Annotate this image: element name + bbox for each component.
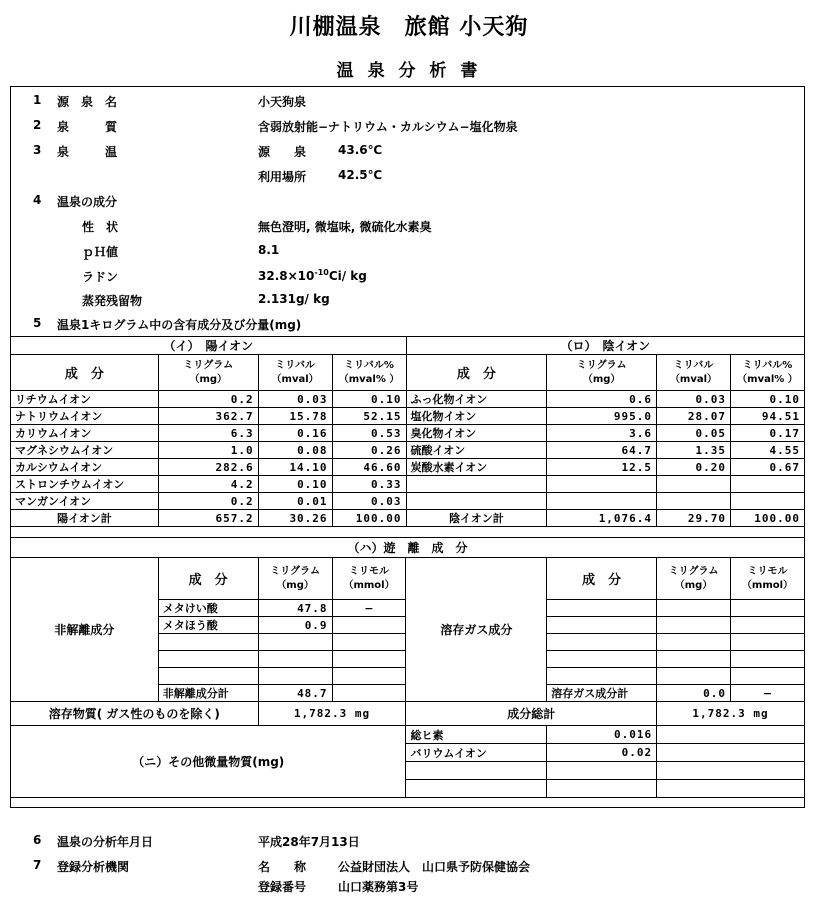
item-num: 4 <box>33 193 42 207</box>
gas-total-label: 溶存ガス成分計 <box>547 685 657 702</box>
cation-mg: 282.6 <box>158 459 258 476</box>
anion-pct <box>730 476 804 493</box>
ion-rows <box>11 391 805 510</box>
anion-mg: 12.5 <box>547 459 657 476</box>
table-row <box>11 476 805 493</box>
non-dissociated-label: 非解離成分 <box>11 558 159 702</box>
item-num: 1 <box>33 93 42 107</box>
temp-source-value: 43.6℃ <box>338 143 383 157</box>
cation-name: マグネシウムイオン <box>11 442 159 459</box>
nd-total-label: 非解離成分計 <box>158 685 258 702</box>
anion-mg <box>547 493 657 510</box>
total-row <box>11 510 805 527</box>
anion-pct <box>730 493 804 510</box>
anion-total-label: 陰イオン計 <box>406 510 547 527</box>
trace-value: 0.016 <box>547 726 657 744</box>
nd-total-mg: 48.7 <box>258 685 332 702</box>
cation-pct: 0.10 <box>332 391 406 408</box>
cation-mval: 15.78 <box>258 408 332 425</box>
table-row <box>11 442 805 459</box>
cation-total-pct: 100.00 <box>332 510 406 527</box>
gas-header-mg <box>657 558 731 600</box>
cation-name: ストロンチウムイオン <box>11 476 159 493</box>
anion-header-pct <box>730 355 804 391</box>
header-mg-label: ミリグラム <box>183 359 234 371</box>
anion-name: 炭酸水素イオン <box>406 459 547 476</box>
gas-header-component: 成 分 <box>547 558 657 600</box>
nd-mg: 0.9 <box>258 617 332 634</box>
trace-name: バリウムイオン <box>406 744 547 762</box>
anion-header-component: 成 分 <box>406 355 547 391</box>
dissolved-substance-label: 溶存物質( ガス性のものを除く) <box>11 702 259 726</box>
header-pct-label: ミリバル% <box>344 359 394 371</box>
nd-mmol: − <box>332 600 406 617</box>
anion-mval: 0.03 <box>657 391 731 408</box>
header-pct-label: ミリバル% <box>742 359 793 371</box>
table-row <box>11 493 805 510</box>
header-mg-unit: （mg） <box>189 373 228 385</box>
header-mg-label: ミリグラム <box>668 565 719 577</box>
nd-name: メタほう酸 <box>158 617 258 634</box>
dissolved-substance-value: 1,782.3 mg <box>258 702 406 726</box>
header-mmol-label: ミリモル <box>349 565 390 577</box>
cation-header-mg <box>158 355 258 391</box>
nd-header-component: 成 分 <box>158 558 258 600</box>
header-pct-unit: （mval% ） <box>338 373 400 385</box>
cation-mval: 0.01 <box>258 493 332 510</box>
item-num: 7 <box>33 858 42 872</box>
anion-name <box>406 493 547 510</box>
anion-mg: 0.6 <box>547 391 657 408</box>
gas-name <box>547 600 657 617</box>
header-mmol-unit: （mmol） <box>741 579 794 591</box>
cation-mval: 0.08 <box>258 442 332 459</box>
temp-source-label: 源 泉 <box>258 145 307 159</box>
anion-mval: 0.05 <box>657 425 731 442</box>
document-title: 川棚温泉 旅館 小天狗 <box>289 15 529 40</box>
table-row <box>11 425 805 442</box>
anion-mg: 3.6 <box>547 425 657 442</box>
registered-org-label: 登録分析機関 <box>57 860 130 874</box>
per-kg-label: 温泉1キログラム中の含有成分及び分量(mg) <box>57 318 302 332</box>
anion-pct: 0.10 <box>730 391 804 408</box>
analysis-date-value: 平成28年7月13日 <box>258 835 360 849</box>
cation-mg: 0.2 <box>158 493 258 510</box>
item-num: 2 <box>33 118 42 132</box>
free-components-table <box>10 537 805 798</box>
header-mmol-label: ミリモル <box>747 565 788 577</box>
nd-header-mmol <box>332 558 406 600</box>
ph-value: 8.1 <box>258 243 280 257</box>
cation-name: マンガンイオン <box>11 493 159 510</box>
anion-pct: 94.51 <box>730 408 804 425</box>
cation-total-mg: 657.2 <box>158 510 258 527</box>
header-mg-unit: （mg） <box>674 579 713 591</box>
gas-name <box>547 617 657 634</box>
table-row <box>11 391 805 408</box>
nd-mg: 47.8 <box>258 600 332 617</box>
anion-title: （ロ） 陰イオン <box>406 337 804 355</box>
anion-name: 臭化物イオン <box>406 425 547 442</box>
cation-pct: 0.26 <box>332 442 406 459</box>
source-value: 小天狗泉 <box>258 95 307 109</box>
quality-label: 泉 質 <box>57 120 118 134</box>
org-name-label: 名 称 <box>258 860 307 874</box>
anion-mval: 1.35 <box>657 442 731 459</box>
residue-value: 2.131g/ kg <box>258 292 330 306</box>
cation-total-mval: 30.26 <box>258 510 332 527</box>
radon-value <box>258 268 367 283</box>
header-mval-label: ミリバル <box>275 359 315 371</box>
cation-header-mval <box>258 355 332 391</box>
cation-mval: 0.03 <box>258 391 332 408</box>
radon-value-base: 32.8×10 <box>258 269 315 283</box>
header-mval-unit: （mval） <box>271 373 319 385</box>
gas-total-mg: 0.0 <box>657 685 731 702</box>
anion-mval <box>657 476 731 493</box>
header-mmol-unit: （mmol） <box>343 579 395 591</box>
cation-mval: 14.10 <box>258 459 332 476</box>
reg-number-value: 山口薬務第3号 <box>338 880 419 894</box>
gas-header-mmol <box>731 558 805 600</box>
anion-pct: 4.55 <box>730 442 804 459</box>
item-num: 5 <box>33 316 42 330</box>
anion-header-mg <box>547 355 657 391</box>
cation-header-pct <box>332 355 406 391</box>
cation-title: （イ） 陽イオン <box>11 337 407 355</box>
analysis-date-label: 温泉の分析年月日 <box>57 835 154 849</box>
anion-mg <box>547 476 657 493</box>
cation-pct: 46.60 <box>332 459 406 476</box>
header-mval-label: ミリバル <box>673 359 714 371</box>
anion-name: 硫酸イオン <box>406 442 547 459</box>
table-row <box>11 459 805 476</box>
quality-value: 含弱放射能−ナトリウム・カルシウム−塩化物泉 <box>258 120 518 134</box>
nature-label: 性 状 <box>82 220 119 234</box>
anion-name: ふっ化物イオン <box>406 391 547 408</box>
cation-header-component: 成 分 <box>11 355 159 391</box>
anion-pct: 0.17 <box>730 425 804 442</box>
anion-total-mg: 1,076.4 <box>547 510 657 527</box>
nd-name: メタけい酸 <box>158 600 258 617</box>
cation-pct: 52.15 <box>332 408 406 425</box>
cation-mval: 0.16 <box>258 425 332 442</box>
cation-name: カリウムイオン <box>11 425 159 442</box>
source-label: 源 泉 名 <box>57 95 118 109</box>
total-components-value: 1,782.3 mg <box>657 702 805 726</box>
anion-mval: 0.20 <box>657 459 731 476</box>
gas-total-mmol: − <box>731 685 805 702</box>
cation-pct: 0.33 <box>332 476 406 493</box>
item-num: 6 <box>33 833 42 847</box>
cation-mg: 362.7 <box>158 408 258 425</box>
reg-number-label: 登録番号 <box>258 880 307 894</box>
anion-header-mval <box>657 355 731 391</box>
header-mg-label: ミリグラム <box>270 565 320 577</box>
anion-mval <box>657 493 731 510</box>
nd-header-mg <box>258 558 332 600</box>
cation-mval: 0.10 <box>258 476 332 493</box>
anion-name: 塩化物イオン <box>406 408 547 425</box>
ph-label: ｐＨ値 <box>82 245 119 259</box>
gas-mmol <box>731 617 805 634</box>
gas-mmol <box>731 600 805 617</box>
anion-pct: 0.67 <box>730 459 804 476</box>
trace-value: 0.02 <box>547 744 657 762</box>
anion-mg: 995.0 <box>547 408 657 425</box>
trace-label: （ニ）その他微量物質(mg) <box>11 726 406 798</box>
temp-use-label: 利用場所 <box>258 170 307 184</box>
org-name-value: 公益財団法人 山口県予防保健協会 <box>338 860 531 874</box>
cation-name: リチウムイオン <box>11 391 159 408</box>
cation-pct: 0.03 <box>332 493 406 510</box>
header-mg-unit: （mg） <box>276 579 314 591</box>
nature-value: 無色澄明, 微塩味, 微硫化水素臭 <box>258 220 432 234</box>
gas-mg <box>657 600 731 617</box>
free-title: （ハ）遊 離 成 分 <box>11 538 805 558</box>
nd-mmol <box>332 617 406 634</box>
anion-total-mval: 29.70 <box>657 510 731 527</box>
trace-name: 総ヒ素 <box>406 726 547 744</box>
composition-label: 温泉の成分 <box>57 195 118 209</box>
anion-total-pct: 100.00 <box>730 510 804 527</box>
cation-mg: 1.0 <box>158 442 258 459</box>
anion-mval: 28.07 <box>657 408 731 425</box>
cation-total-label: 陽イオン計 <box>11 510 159 527</box>
dissolved-gas-label: 溶存ガス成分 <box>406 558 547 702</box>
header-mg-label: ミリグラム <box>576 359 627 371</box>
table-row <box>11 408 805 425</box>
item-num: 3 <box>33 143 42 157</box>
temp-use-value: 42.5℃ <box>338 168 383 182</box>
cation-mg: 0.2 <box>158 391 258 408</box>
anion-name <box>406 476 547 493</box>
cation-mg: 4.2 <box>158 476 258 493</box>
anion-mg: 64.7 <box>547 442 657 459</box>
document-subtitle: 温 泉 分 析 書 <box>336 61 482 81</box>
cation-mg: 6.3 <box>158 425 258 442</box>
cation-name: ナトリウムイオン <box>11 408 159 425</box>
cation-name: カルシウムイオン <box>11 459 159 476</box>
temp-label: 泉 温 <box>57 145 118 159</box>
gas-mg <box>657 617 731 634</box>
radon-value-unit: Ci/ kg <box>328 269 367 283</box>
header-mg-unit: （mg） <box>582 373 621 385</box>
radon-value-exponent: -10 <box>314 268 329 277</box>
radon-label: ラドン <box>82 270 119 284</box>
header-pct-unit: （mval% ） <box>737 373 798 385</box>
ion-table <box>10 336 805 527</box>
header-mval-unit: （mval） <box>669 373 718 385</box>
cation-pct: 0.53 <box>332 425 406 442</box>
residue-label: 蒸発残留物 <box>82 294 143 308</box>
total-components-label: 成分総計 <box>406 702 657 726</box>
nd-total-mmol <box>332 685 406 702</box>
